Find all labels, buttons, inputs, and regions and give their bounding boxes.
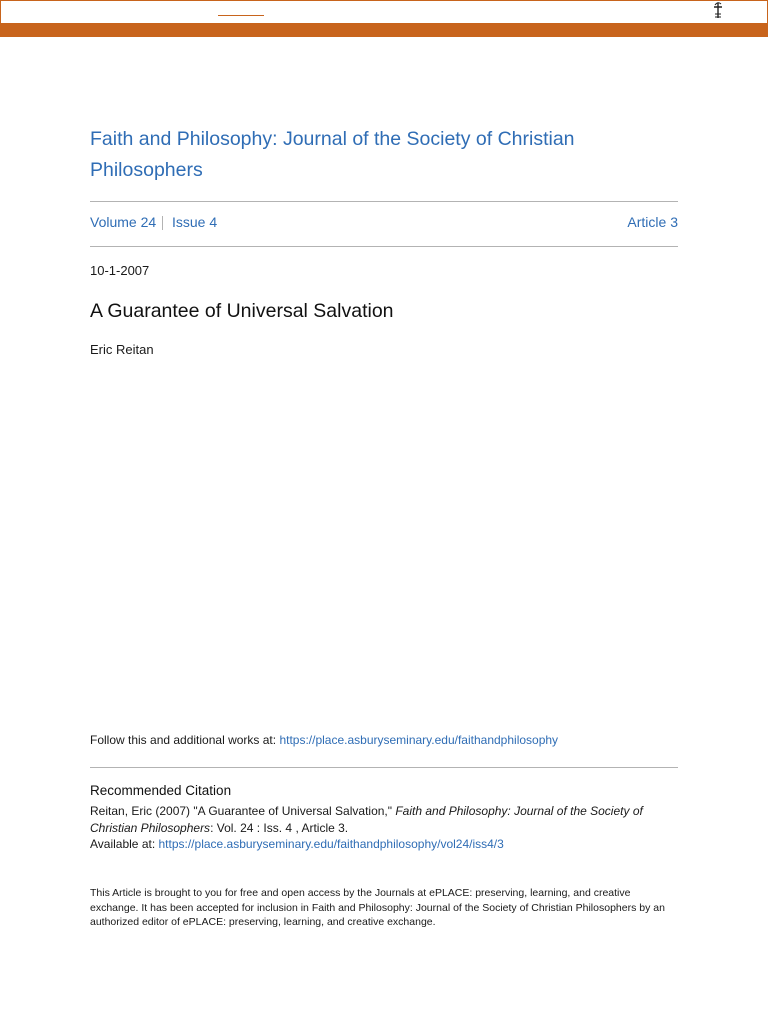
volume-link[interactable]: Volume 24: [90, 214, 157, 230]
article-url-link[interactable]: https://place.asburyseminary.edu/faithandphilosophy/vol24/iss4/3: [158, 837, 504, 851]
divider: [90, 201, 678, 202]
separator: [162, 216, 163, 230]
divider: [90, 246, 678, 247]
citation-journal: Faith and Philosophy: Journal of the Society of Christian Philosophers: [90, 804, 643, 835]
access-notice: This Article is brought to you for free and open access by the Journals at ePLACE: preserving, learning, and creative exchange. It has been accepted for inclusion in Faith and Philosophy: Journal of the Society of Christian Philosophers by an authorized editor of ePLACE: preserving, learning, and creative exchange.: [90, 887, 665, 928]
author-name: Eric Reitan: [90, 342, 154, 357]
follow-line: [90, 733, 558, 747]
follow-url-link[interactable]: https://place.asburyseminary.edu/faithandphilosophy: [279, 733, 559, 747]
available-prefix: Available at:: [90, 837, 159, 851]
journal-title-link[interactable]: Faith and Philosophy: Journal of the Society of Christian Philosophers: [90, 128, 575, 181]
divider: [90, 767, 678, 768]
citation-text: [90, 803, 680, 837]
citation-volume-info: : Vol. 24 : Iss. 4 , Article 3.: [210, 821, 349, 835]
cross-emblem-icon[interactable]: [710, 1, 726, 20]
top-banner-link-underline[interactable]: [218, 15, 264, 16]
article-title: A Guarantee of Universal Salvation: [90, 300, 394, 322]
top-banner-white-strip: [0, 0, 768, 23]
follow-prefix: Follow this and additional works at:: [90, 733, 280, 747]
volume-issue-row: [90, 214, 678, 232]
recommended-citation-heading: Recommended Citation: [90, 783, 232, 798]
citation-author-title: Reitan, Eric (2007) "A Guarantee of Universal Salvation,": [90, 804, 396, 818]
issue-link[interactable]: Issue 4: [172, 214, 218, 230]
available-at-line: [90, 837, 504, 851]
top-banner: [0, 0, 768, 37]
top-banner-orange-strip: [0, 23, 768, 37]
article-number-link[interactable]: Article 3: [627, 214, 678, 230]
publication-date: 10-1-2007: [90, 263, 150, 278]
